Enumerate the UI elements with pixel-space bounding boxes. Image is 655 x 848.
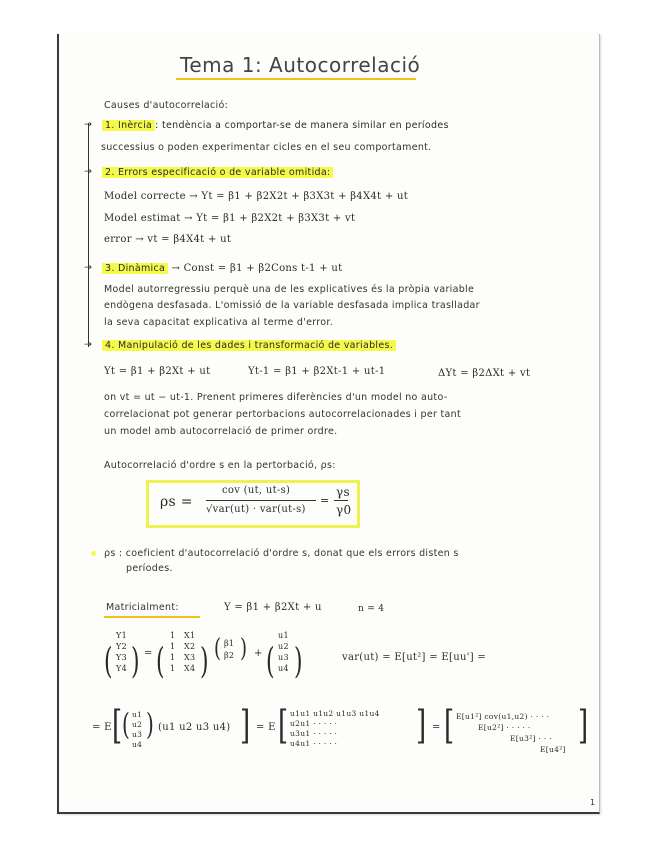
paren-left: ( [104, 642, 113, 683]
arrow-icon: → [84, 262, 93, 273]
section-1-text: : tendència a comportar-se de manera similar en períodes [155, 120, 449, 131]
title-underline [176, 78, 416, 80]
variance-expression: var(ut) = E[ut²] = E[uu'] = [342, 652, 487, 663]
plus: + [254, 648, 263, 659]
n-value: n = 4 [358, 604, 385, 614]
arrow-icon: → [84, 339, 93, 350]
model-estimat: Model estimat → Yt = β1 + β2X2t + β3X3t + vt [104, 213, 356, 224]
error-equation: error → vt = β4X4t + ut [104, 234, 232, 245]
section-3-text-2: endògena desfasada. L'omissió de la variable desfasada implica traslladar [104, 300, 480, 311]
note-line-2: períodes. [126, 563, 173, 574]
formula-denominator: √var(ut) · var(ut-s) [206, 504, 306, 515]
u-vector-2: u1 u2 u3 u4 [132, 710, 143, 749]
fraction-line-2 [334, 500, 348, 501]
paren-right: ) [294, 642, 303, 683]
equals: = [144, 648, 153, 659]
gamma-0: γ0 [336, 503, 352, 517]
paren-right: ) [200, 642, 209, 683]
sec4-eq2: Yt-1 = β1 + β2Xt-1 + ut-1 [248, 366, 386, 377]
bracket-left: [ [444, 704, 455, 749]
bracket-right: ] [416, 704, 427, 749]
section-4-text-1: on vt = ut − ut-1. Prenent primeres diferències d'un model no auto- [104, 392, 448, 403]
section-1-heading: 1. Inèrcia [102, 120, 155, 131]
causes-heading: Causes d'autocorrelació: [104, 100, 229, 111]
paren-right: ) [131, 642, 140, 683]
section-1-text-2: successius o poden experimentar cicles en el seu comportament. [101, 142, 432, 153]
formula-numerator: cov (ut, ut-s) [222, 485, 291, 496]
page-title: Tema 1: Autocorrelació [180, 53, 421, 77]
fraction-line [206, 500, 316, 501]
section-3-text-3: la seva capacitat explicativa al terme d'error. [104, 317, 334, 328]
section-4-text-3: un model amb autocorrelació de primer ordre. [104, 426, 338, 437]
bracket-right: ] [578, 704, 589, 749]
equals-3: = [432, 722, 441, 733]
autocorr-intro: Autocorrelació d'ordre s en la pertorbació, ρs: [104, 460, 336, 471]
arrow-icon: → [84, 166, 93, 177]
sec4-eq1: Yt = β1 + β2Xt + ut [104, 366, 211, 377]
causes-bracket [88, 123, 89, 347]
x-column: X1 X2 X3 X4 [184, 631, 196, 673]
u-vector: u1 u2 u3 u4 [278, 631, 289, 673]
matricial-equation: Y = β1 + β2Xt + u [224, 602, 322, 613]
expectation-matrix: E[u1²] cov(u1,u2) · · · · E[u2²] · · · · · E[u3²] · · · E[u4²] [456, 712, 566, 754]
section-4-heading: 4. Manipulació de les dades i transformació de variables. [102, 340, 396, 351]
equals-E: = E [92, 722, 112, 733]
row-vector: (u1 u2 u3 u4) [158, 722, 231, 733]
equals-E-2: = E [256, 722, 276, 733]
beta-vector: β1 β2 [224, 639, 235, 660]
bracket-right: ] [240, 704, 251, 749]
uu-matrix: u1u1 u1u2 u1u3 u1u4 u2u1 · · · · · u3u1 · · · · · u4u1 · · · · · [290, 709, 380, 748]
y-vector: Y1 Y2 Y3 Y4 [116, 631, 127, 673]
dinamica-equation: → Const = β1 + β2Cons t-1 + ut [171, 263, 343, 274]
page-number: 1 [590, 798, 596, 807]
sec4-eq3: ΔYt = β2ΔXt + vt [438, 368, 531, 379]
rho-s: ρs = [160, 494, 193, 510]
note-line-1: ρs : coeficient d'autocorrelació d'ordre s, donat que els errors disten s [104, 548, 459, 559]
matricial-underline [104, 616, 200, 618]
arrow-icon: → [84, 119, 93, 130]
matricial-label: Matricialment: [106, 602, 179, 613]
paren-left: ( [266, 642, 275, 683]
section-3-heading: 3. Dinàmica [102, 263, 168, 274]
paren-right: ) [240, 634, 248, 664]
section-2-heading: 2. Errors especificació o de variable omitida: [102, 167, 333, 178]
paren-left: ( [214, 634, 222, 664]
gamma-s: γs [336, 485, 350, 499]
equals-sign: = [320, 494, 330, 507]
paren-right: ) [146, 706, 155, 742]
bracket-left: [ [112, 704, 123, 749]
section-3-text-1: Model autorregressiu perquè una de les explicatives és la pròpia variable [104, 284, 475, 295]
x-ones-column: 1 1 1 1 [170, 631, 176, 673]
bracket-left: [ [278, 704, 289, 749]
paren-left: ( [156, 642, 165, 683]
model-correcte: Model correcte → Yt = β1 + β2X2t + β3X3t + β4X4t + ut [104, 191, 409, 202]
section-4-text-2: correlacionat pot generar pertorbacions autocorrelacionades i per tant [104, 409, 462, 420]
bullet-icon [91, 551, 96, 556]
paren-left: ( [122, 706, 131, 742]
